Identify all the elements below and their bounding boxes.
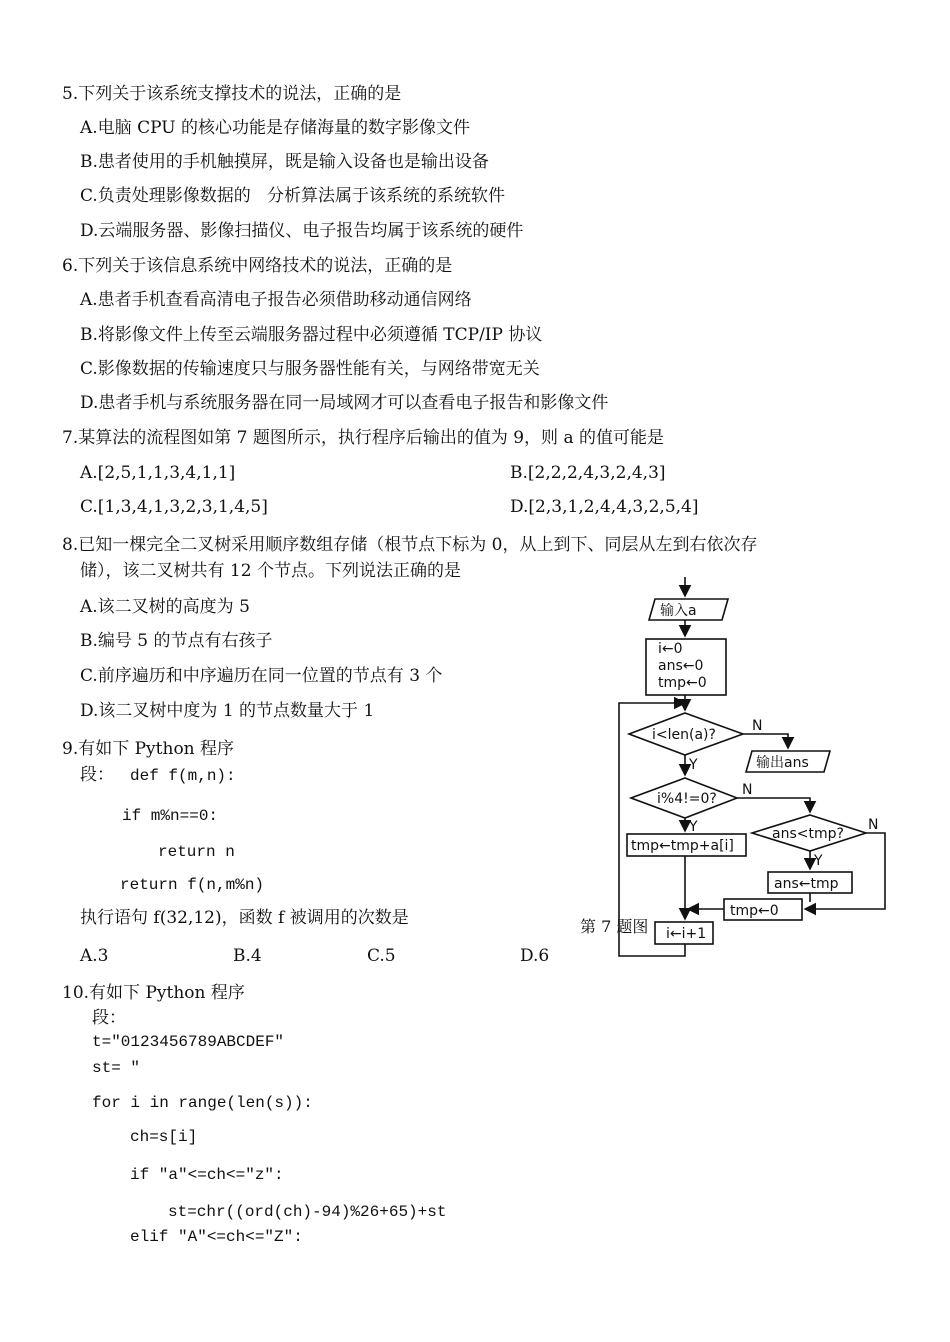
q10-stem: 10.有如下 Python 程序 <box>62 983 245 1003</box>
output-label: 输出ans <box>756 755 809 771</box>
q6-option-d: D.患者手机与系统服务器在同一局域网才可以查看电子报告和影像文件 <box>80 393 609 413</box>
q7-stem: 7.某算法的流程图如第 7 题图所示，执行程序后输出的值为 9，则 a 的值可能是 <box>62 428 665 448</box>
init-label-1: i←0 <box>658 641 683 657</box>
init-label-3: tmp←0 <box>658 675 707 691</box>
init-label-2: ans←0 <box>658 658 704 674</box>
q5-option-a: A.电脑 CPU 的核心功能是存储海量的数字影像文件 <box>80 118 470 138</box>
q9-option-d: D.6 <box>520 946 550 966</box>
q10-code-line-5: if "a"<=ch<="z": <box>130 1166 284 1184</box>
cond2-no: N <box>742 782 753 798</box>
q10-code-line-2: st= " <box>92 1059 141 1077</box>
cond1-no: N <box>752 718 763 734</box>
q6-stem: 6.下列关于该信息系统中网络技术的说法，正确的是 <box>62 256 453 276</box>
q8-option-b: B.编号 5 的节点有右孩子 <box>80 631 273 651</box>
q7-option-b: B.[2,2,2,4,3,2,4,3] <box>510 463 666 483</box>
q6-option-a: A.患者手机查看高清电子报告必须借助移动通信网络 <box>80 290 472 310</box>
cond3-label: ans<tmp? <box>772 826 844 842</box>
input-label: 输入a <box>660 603 697 619</box>
cond1-label: i<len(a)? <box>652 727 716 743</box>
q9-stem-cont: 段： <box>80 765 114 785</box>
q9-option-c: C.5 <box>367 946 396 966</box>
cond2-label: i%4!=0? <box>657 791 717 807</box>
q7-flowchart <box>580 572 900 964</box>
increment-label: i←i+1 <box>666 926 707 942</box>
q10-code-line-7: elif "A"<=ch<="Z": <box>130 1228 303 1246</box>
q10-code-line-1: t="0123456789ABCDEF" <box>92 1033 285 1051</box>
q6-option-c: C.影像数据的传输速度只与服务器性能有关，与网络带宽无关 <box>80 359 540 379</box>
assign-ans-label: ans←tmp <box>774 876 839 892</box>
flowchart-caption: 第 7 题图 <box>580 917 649 936</box>
cond3-no: N <box>868 817 879 833</box>
q8-option-d: D.该二叉树中度为 1 的节点数量大于 1 <box>80 701 375 721</box>
q10-stem-cont: 段： <box>92 1008 126 1028</box>
reset-tmp-label: tmp←0 <box>730 903 779 919</box>
q9-option-a: A.3 <box>80 946 109 966</box>
q10-code-line-4: ch=s[i] <box>130 1128 198 1146</box>
q8-option-a: A.该二叉树的高度为 5 <box>80 597 250 617</box>
q9-code-line-3: return n <box>158 843 235 861</box>
q10-code-line-6: st=chr((ord(ch)-94)%26+65)+st <box>168 1203 447 1221</box>
q5-option-b: B.患者使用的手机触摸屏，既是输入设备也是输出设备 <box>80 152 489 172</box>
cond1-yes: Y <box>689 757 698 773</box>
q5-option-d: D.云端服务器、影像扫描仪、电子报告均属于该系统的硬件 <box>80 221 524 241</box>
q7-option-d: D.[2,3,1,2,4,4,3,2,5,4] <box>510 497 699 517</box>
q7-option-c: C.[1,3,4,1,3,2,3,1,4,5] <box>80 497 268 517</box>
q10-code-line-3: for i in range(len(s)): <box>92 1094 313 1112</box>
q9-question: 执行语句 f(32,12)，函数 f 被调用的次数是 <box>80 908 409 928</box>
q9-stem: 9.有如下 Python 程序 <box>62 739 235 759</box>
q8-stem-line1: 8.已知一棵完全二叉树采用顺序数组存储（根节点下标为 0，从上到下、同层从左到右依次存 <box>62 535 758 555</box>
q9-code-line-2: if m%n==0: <box>122 807 219 825</box>
q6-option-b: B.将影像文件上传至云端服务器过程中必须遵循 TCP/IP 协议 <box>80 325 543 345</box>
cond3-yes: Y <box>814 853 823 869</box>
q5-stem: 5.下列关于该系统支撑技术的说法，正确的是 <box>62 84 402 104</box>
accumulate-label: tmp←tmp+a[i] <box>631 838 734 854</box>
q7-option-a: A.[2,5,1,1,3,4,1,1] <box>80 463 236 483</box>
q8-stem-line2: 储），该二叉树共有 12 个节点。下列说法正确的是 <box>80 561 461 581</box>
q5-option-c: C.负责处理影像数据的 分析算法属于该系统的系统软件 <box>80 186 506 206</box>
q9-code-line-4: return f(n,m%n) <box>120 876 265 894</box>
q8-option-c: C.前序遍历和中序遍历在同一位置的节点有 3 个 <box>80 666 443 686</box>
q9-option-b: B.4 <box>233 946 262 966</box>
cond2-yes: Y <box>689 819 698 835</box>
q9-code-line-1: def f(m,n): <box>130 767 236 785</box>
